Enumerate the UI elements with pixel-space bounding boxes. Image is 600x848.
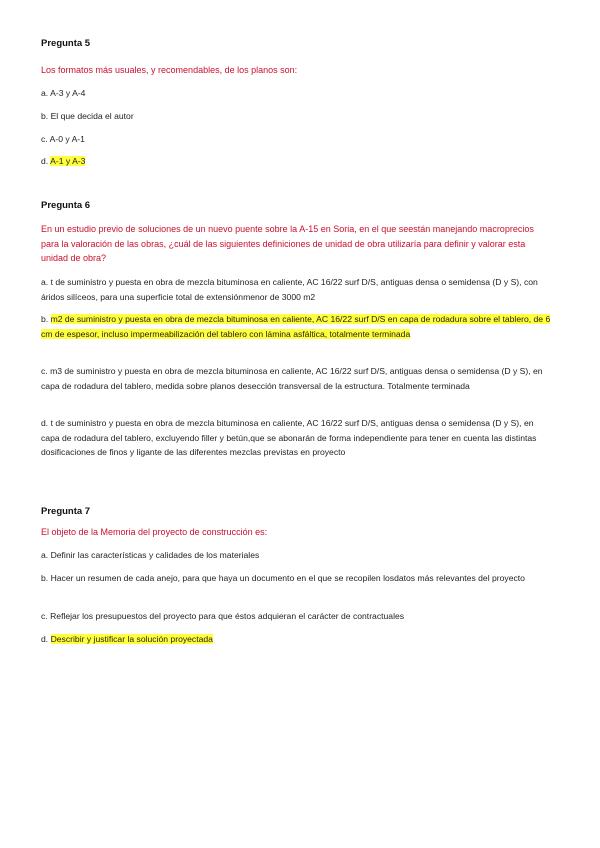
question-7-text: El objeto de la Memoria del proyecto de construcción es: — [41, 527, 268, 537]
question-6-option-b — [41, 312, 551, 341]
question-5-option-c — [41, 132, 551, 147]
question-5-title: Pregunta 5 — [41, 38, 91, 49]
question-6-option-a — [41, 275, 551, 304]
question-5-option-b — [41, 109, 551, 124]
question-7-option-d — [41, 632, 551, 647]
question-6-option-d — [41, 416, 551, 460]
question-5-text: Los formatos más usuales, y recomendables, de los planos son: — [41, 65, 298, 75]
question-7-title: Pregunta 7 — [41, 506, 91, 517]
question-6-option-c — [41, 364, 551, 393]
option-text: A-0 y A-1 — [49, 134, 85, 144]
question-7-option-a — [41, 548, 551, 563]
option-text: t de suministro y puesta en obra de mezcla bituminosa en caliente, AC 16/22 surf D/S, antiguas densa o semidensa (D y S), con áridos silíceos, para una superficie total de extensiónmenor de 3000 m2 — [41, 277, 538, 302]
option-prefix: a. — [41, 277, 49, 287]
question-5-option-a — [41, 86, 551, 101]
question-5-option-d — [41, 154, 551, 169]
option-prefix: d. — [41, 634, 49, 644]
option-text: m3 de suministro y puesta en obra de mezcla bituminosa en caliente, AC 16/22 surf D/S, antiguas densa o semidensa (D y S), en capa de rodadura del tablero, medida sobre planos desección transversal de la estructura. Totalmente terminada — [41, 366, 543, 391]
option-text-highlighted: A-1 y A-3 — [50, 156, 86, 166]
option-prefix: a. — [41, 550, 49, 560]
option-text: A-3 y A-4 — [50, 88, 86, 98]
question-7-option-b — [41, 571, 551, 586]
option-text-highlighted: m2 de suministro y puesta en obra de mezcla bituminosa en caliente, AC 16/22 surf D/S en capa de rodadura sobre el tablero, de 6 cm de espesor, incluso impermeabilización del tablero con lámina asfáltica, totalmente terminada — [41, 314, 551, 339]
option-text-highlighted: Describir y justificar la solución proyectada — [50, 634, 213, 644]
option-text: Hacer un resumen de cada anejo, para que haya un documento en el que se recopilen losdatos más relevantes del proyecto — [50, 573, 525, 583]
option-prefix: b. — [41, 573, 49, 583]
option-text: Reflejar los presupuestos del proyecto para que éstos adquieran el carácter de contractuales — [50, 611, 405, 621]
option-prefix: a. — [41, 88, 49, 98]
option-prefix: b. — [41, 111, 49, 121]
question-7-option-c — [41, 609, 551, 624]
option-prefix: c. — [41, 611, 48, 621]
option-prefix: c. — [41, 366, 48, 376]
option-prefix: d. — [41, 156, 49, 166]
option-prefix: c. — [41, 134, 48, 144]
question-6-text: En un estudio previo de soluciones de un nuevo puente sobre la A-15 en Soria, en el que seestán manejando macroprecios para la valoración de las obras, ¿cuál de las siguientes definiciones de unidad de obra utilizaría para definir y valorar esta unidad de obra? — [41, 224, 534, 263]
question-6-title: Pregunta 6 — [41, 200, 91, 211]
option-prefix: d. — [41, 418, 49, 428]
option-text: Definir las características y calidades de los materiales — [50, 550, 260, 560]
option-text: t de suministro y puesta en obra de mezcla bituminosa en caliente, AC 16/22 surf D/S, antiguas densa o semidensa (D y S), en capa de rodadura del tablero, excluyendo filler y betún,que se abonarán de forma independiente para tener en cuenta las distintas dosificaciones de finos y ligante de las diferentes mezclas previstas en proyecto — [41, 418, 537, 457]
option-prefix: b. — [41, 314, 49, 324]
option-text: El que decida el autor — [50, 111, 134, 121]
